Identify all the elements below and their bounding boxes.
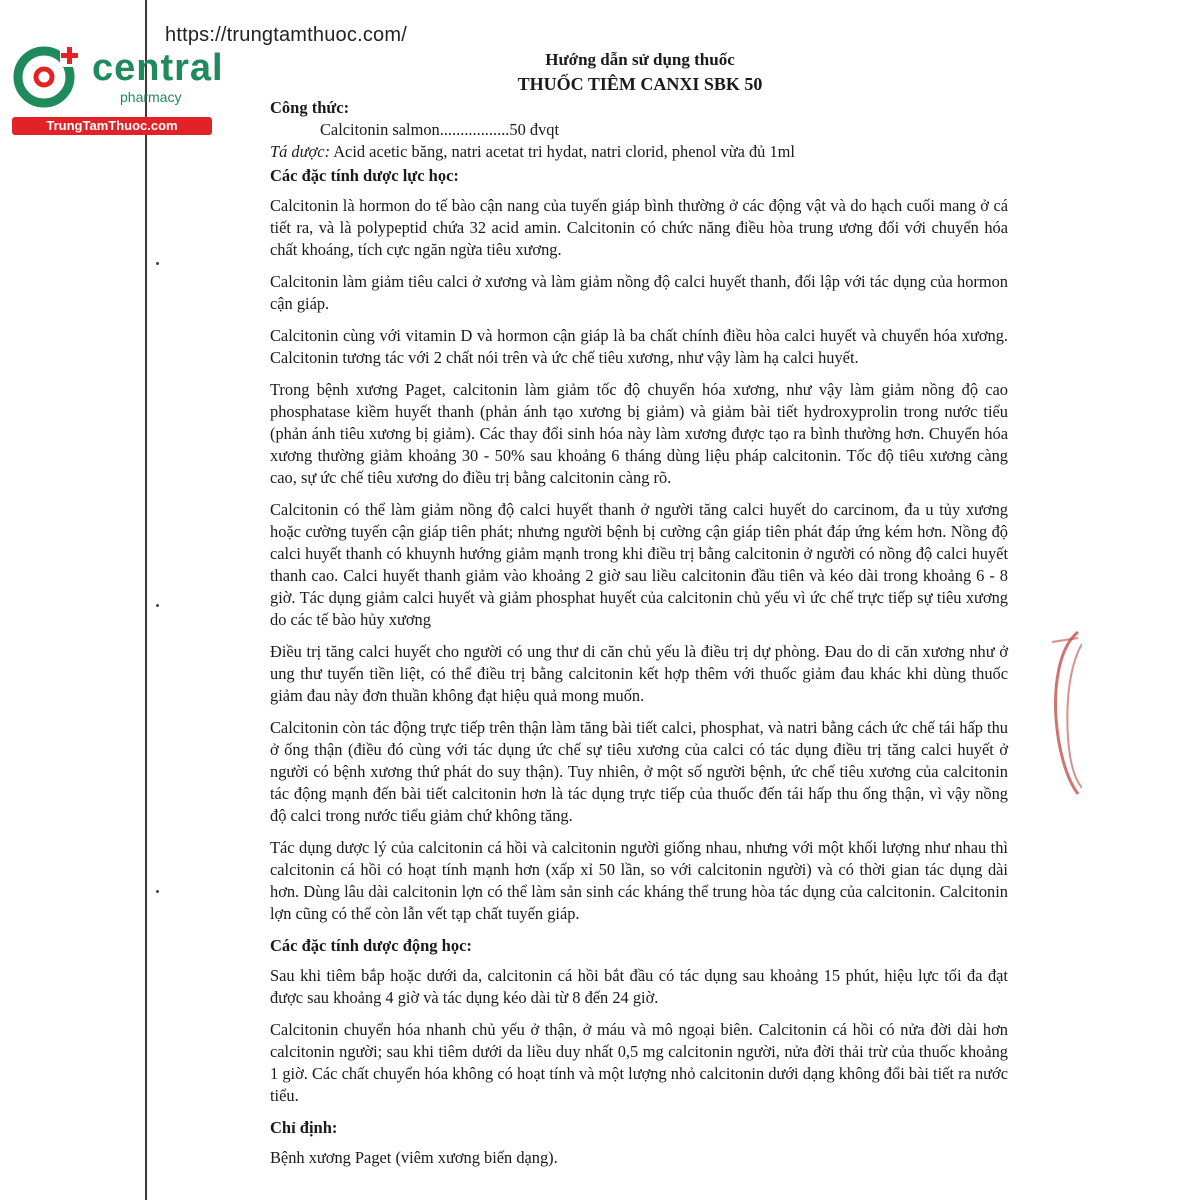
scan-speck bbox=[156, 262, 159, 265]
paragraph: Bệnh xương Paget (viêm xương biến dạng). bbox=[270, 1148, 558, 1167]
paragraph: Calcitonin làm giảm tiêu calci ở xương và làm giảm nồng độ calci huyết thanh, đối lập với tác dụng của hormon cận giáp. bbox=[270, 272, 1008, 313]
paragraph: Trong bệnh xương Paget, calcitonin làm giảm tốc độ chuyển hóa xương, như vậy làm giảm nồng độ cao phosphatase kiềm huyết thanh (phản ánh tạo xương bị giảm) và giảm bài tiết hydroxyprolin trong nước tiểu (phản ánh tiêu xương bị giảm). Các thay đổi sinh hóa này làm xương được tạo ra bình thường hơn. Chuyển hóa xương thường giảm khoảng 30 - 50% sau khoảng 6 tháng dùng liệu pháp calcitonin. Tốc độ tiêu xương càng cao, sự ức chế tiêu xương do điều trị bằng calcitonin càng rõ. bbox=[270, 380, 1008, 487]
brand-subtitle: pharmacy bbox=[120, 89, 182, 105]
paragraph: Tác dụng dược lý của calcitonin cá hồi và calcitonin người giống nhau, nhưng với một khối lượng như nhau thì calcitonin cá hồi có hoạt tính mạnh hơn (xấp xỉ 50 lần, so với calcitonin người) và có thời gian tác dụng dài hơn. Dùng lâu dài calcitonin lợn có thể làm sản sinh các kháng thể trung hòa tác dụng của calcitonin. Calcitonin lợn cũng có thể còn lẫn vết tạp chất tuyến giáp. bbox=[270, 838, 1008, 923]
paragraph: Sau khi tiêm bắp hoặc dưới da, calcitonin cá hồi bắt đầu có tác dụng sau khoảng 15 phút, hiệu lực tối đa đạt được sau khoảng 4 giờ và tác dụng kéo dài từ 8 đến 24 giờ. bbox=[270, 966, 1008, 1007]
brand-name: central bbox=[92, 47, 224, 89]
paragraph: Điều trị tăng calci huyết cho người có ung thư di căn chủ yếu là điều trị dự phòng. Đau do di căn xương như ở ung thư tuyến tiền liệt, có thể điều trị bằng calcitonin kết hợp thêm với thuốc giảm đau khác khi dùng thuốc giảm đau này đơn thuần không đạt hiệu quả mong muốn. bbox=[270, 642, 1008, 705]
document-body bbox=[270, 97, 1008, 1169]
paragraph: Calcitonin là hormon do tế bào cận nang của tuyến giáp bình thường ở các động vật và do hạch cuối mang ở cá tiết ra, và là polypeptid chứa 32 acid amin. Calcitonin có chức năng điều hòa trung ương đối với chuyển hóa chất khoáng, tích cực ngăn ngừa tiêu xương. bbox=[270, 196, 1008, 259]
indications-heading: Chỉ định: bbox=[270, 1118, 338, 1137]
pharmacokinetics-heading: Các đặc tính dược động học: bbox=[270, 936, 472, 955]
excipient-text: Acid acetic băng, natri acetat tri hydat, natri clorid, phenol vừa đủ 1ml bbox=[330, 142, 795, 161]
formula-heading: Công thức: bbox=[270, 98, 350, 117]
formula-excipients bbox=[270, 141, 1008, 163]
scan-speck bbox=[156, 890, 159, 893]
paragraph: Calcitonin chuyển hóa nhanh chủ yếu ở thận, ở máu và mô ngoại biên. Calcitonin cá hồi có nửa đời dài hơn calcitonin người; sau khi tiêm dưới da liều duy nhất 0,5 mg calcitonin người, nửa đời thải trừ của thuốc khoảng 1 giờ. Các chất chuyển hóa không có hoạt tính và một lượng nhỏ calcitonin dưới dạng không đổi bài tiết ra nước tiểu. bbox=[270, 1020, 1008, 1105]
red-stamp-mark bbox=[1048, 628, 1082, 798]
scan-edge-line bbox=[145, 0, 147, 1200]
formula-active-ingredient: Calcitonin salmon.................50 đvqt bbox=[320, 120, 560, 139]
brand-banner: TrungTamThuoc.com bbox=[12, 117, 212, 135]
document-subtitle: THUỐC TIÊM CANXI SBK 50 bbox=[517, 74, 763, 94]
pharmacodynamics-heading: Các đặc tính dược lực học: bbox=[270, 166, 459, 185]
paragraph: Calcitonin có thể làm giảm nồng độ calci huyết thanh ở người tăng calci huyết do carcinom, đa u tủy xương hoặc cường tuyến cận giáp tiên phát; nhưng người bệnh bị cường cận giáp tiên phát đáp ứng kém hơn. Nồng độ calci huyết thanh có khuynh hướng giảm mạnh trong khi điều trị bằng calcitonin ở người có nồng độ calci huyết thanh cao. Calci huyết thanh giảm vào khoảng 2 giờ sau liều calcitonin đầu tiên và kéo dài trong khoảng 6 - 8 giờ. Tác dụng giảm calci huyết và giảm phosphat huyết của calcitonin chủ yếu vì ức chế trực tiếp sự tiêu xương do các tế bào hủy xương bbox=[270, 500, 1008, 629]
source-url: https://trungtamthuoc.com/ bbox=[165, 24, 407, 46]
excipient-label: Tá dược: bbox=[270, 142, 331, 161]
paragraph: Calcitonin cùng với vitamin D và hormon cận giáp là ba chất chính điều hòa calci huyết và chuyển hóa xương. Calcitonin tương tác với 2 chất nói trên và ức chế tiêu xương, như vậy làm hạ calci huyết. bbox=[270, 326, 1008, 367]
paragraph: Calcitonin còn tác động trực tiếp trên thận làm tăng bài tiết calci, phosphat, và natri bằng cách ức chế tái hấp thu ở ống thận (điều đó cùng với tác dụng ức chế sự tiêu xương của calci có tác dụng điều trị tăng calci huyết ở người có bệnh xương thứ phát do suy thận). Tuy nhiên, ở một số người bệnh, ức chế tiêu xương của calcitonin tác động mạnh đến bài tiết calcitonin hơn là tác dụng trực tiếp của thuốc đến tái hấp thu ống thận, vì vậy nồng độ calci trong nước tiểu giảm chứ không tăng. bbox=[270, 718, 1008, 825]
pharmacy-cross-icon bbox=[12, 41, 82, 111]
pharmacy-logo bbox=[8, 35, 224, 135]
scan-speck bbox=[156, 604, 159, 607]
document-title: Hướng dẫn sử dụng thuốc bbox=[545, 50, 735, 69]
